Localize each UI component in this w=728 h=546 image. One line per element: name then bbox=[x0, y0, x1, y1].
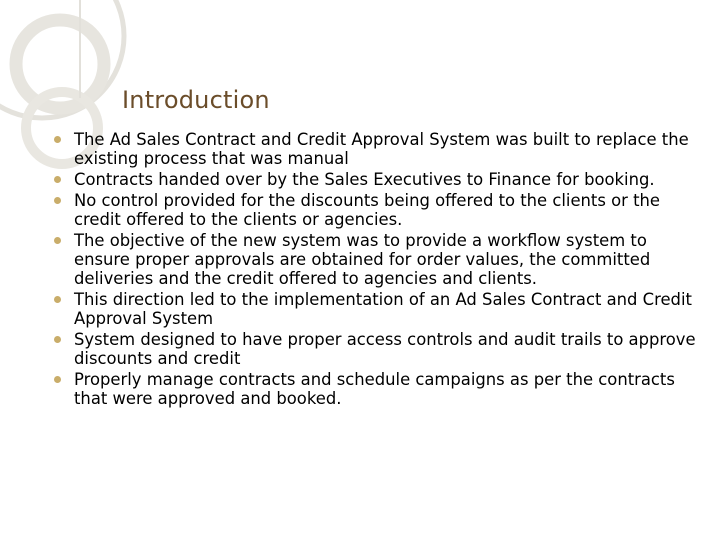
bullet-dot-icon bbox=[54, 136, 61, 143]
list-item bbox=[52, 191, 702, 229]
bullet-dot-icon bbox=[54, 296, 61, 303]
bullet-text: The Ad Sales Contract and Credit Approval System was built to replace the existing process that was manual bbox=[74, 130, 689, 168]
list-item bbox=[52, 370, 702, 408]
bullet-dot-icon bbox=[54, 336, 61, 343]
bullet-dot-icon bbox=[54, 197, 61, 204]
list-item bbox=[52, 231, 702, 288]
slide-title: Introduction bbox=[122, 86, 270, 114]
bullet-list bbox=[52, 130, 702, 410]
bullet-text: Contracts handed over by the Sales Executives to Finance for booking. bbox=[74, 170, 655, 189]
bullet-text: System designed to have proper access controls and audit trails to approve discounts and credit bbox=[74, 330, 696, 368]
bullet-text: No control provided for the discounts being offered to the clients or the credit offered to the clients or agencies. bbox=[74, 191, 660, 229]
bullet-dot-icon bbox=[54, 237, 61, 244]
bullet-text: Properly manage contracts and schedule campaigns as per the contracts that were approved and booked. bbox=[74, 370, 675, 408]
list-item bbox=[52, 290, 702, 328]
list-item bbox=[52, 330, 702, 368]
bullet-text: The objective of the new system was to provide a workflow system to ensure proper approvals are obtained for order values, the committed deliveries and the credit offered to agencies and clients. bbox=[74, 231, 651, 288]
list-item bbox=[52, 130, 702, 168]
bullet-dot-icon bbox=[54, 176, 61, 183]
bullet-dot-icon bbox=[54, 376, 61, 383]
list-item bbox=[52, 170, 702, 189]
bullet-text: This direction led to the implementation of an Ad Sales Contract and Credit Approval System bbox=[74, 290, 692, 328]
